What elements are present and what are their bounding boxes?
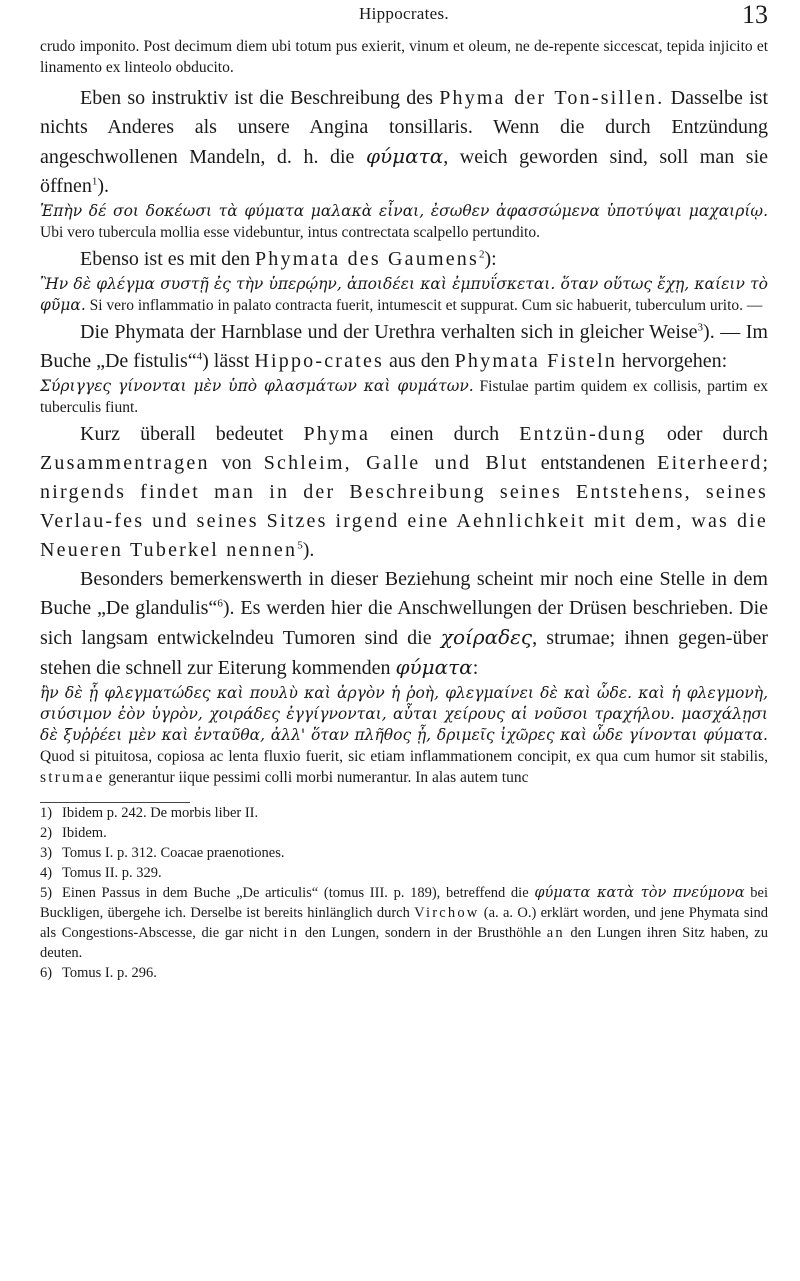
paragraph-gaumen: Ebenso ist es mit den Phymata des Gaumens$^2$): <box>80 248 497 270</box>
footnote-ref: 2 <box>478 248 485 261</box>
emphasis-term: Phymata des Gaumens <box>254 248 479 270</box>
emphasis-term: strumae <box>40 769 105 786</box>
greek-word: φύματα <box>365 144 444 168</box>
paragraph-kurz: Kurz überall bedeutet Phyma einen durch Entzün-dung oder durch Zusammentragen von Schleim, Galle und Blut entstandenen Eiterheerd; nirgends findet man in der Beschreibung seines Entstehens, seines Verlau-fes und seines Sitzes irgend eine Aehnlichkeit mit dem, was die Neueren Tuberkel nennen$^5$). <box>40 423 769 561</box>
quote-block <box>40 376 768 418</box>
emphasis-term: Phyma <box>303 423 371 445</box>
footnote-ref: 1 <box>91 175 98 188</box>
footnote: 1) Ibidem p. 242. De morbis liber II. <box>40 805 259 821</box>
footnote: 2) Ibidem. <box>40 825 107 841</box>
latin-translation: Ubi vero tubercula mollia esse videbuntur, intus contrectata scalpello pertundito. <box>40 224 540 241</box>
greek-word: φύματα <box>395 655 473 679</box>
emphasis-term: Zusammentragen <box>40 452 210 474</box>
emphasis-term: Phyma der Ton-sillen. <box>439 87 665 109</box>
greek-word: φύματα κατὰ τὸν πνεύμονα <box>534 885 745 901</box>
footnote-ref: 4 <box>196 350 203 363</box>
latin-translation: Si vero inflammatio in palato contracta fuerit, intumescit et suppurat. Cum sic habuerit, tuberculum urito. — <box>89 297 763 314</box>
footnotes <box>40 803 768 983</box>
emphasis-term: Eiterheerd <box>657 452 763 474</box>
footnote-ref: 3 <box>697 321 704 334</box>
greek-quote: Ἢν δὲ φλέγμα συστῇ ἐς τὴν ὑπερῴην, ἀποιδέει καὶ ἐμπυΐσκεται. ὅταν οὕτως ἔχῃ, καίειν τὸ φῦμα. <box>40 275 768 314</box>
emphasis-term: Entzün-dung <box>519 423 647 445</box>
author-name: Virchow <box>414 905 480 921</box>
greek-quote: Ἐπὴν δέ σοι δοκέωσι τὰ φύματα μαλακὰ εἶναι, ἐσωθεν ἀφασσώμενα ὑποτύψαι μαχαιρίῳ. <box>40 202 768 220</box>
emphasis-term: Hippo-crates <box>254 350 385 372</box>
paragraph-glandulis: Besonders bemerkenswerth in dieser Beziehung scheint mir noch eine Stelle in dem Buche „De glandulis“$^6$). Es werden hier die Anschwellungen der Drüsen beschrieben. Die sich langsam entwickelndeu Tumoren sind die χοίραδες, strumae; ihnen gegen-über stehen die schnell zur Eiterung kommenden φύματα: <box>40 568 768 679</box>
footnote-ref: 6 <box>217 597 223 610</box>
footnote: 3) Tomus I. p. 312. Coacae praenotiones. <box>40 845 285 861</box>
paragraph-tonsillen: Eben so instruktiv ist die Beschreibung des Phyma der Ton-sillen. Dasselbe ist nichts Anderes als unsere Angina tonsillaris. Wenn die durch Entzündung angeschwollenen Mandeln, d. h. die φύματα, weich geworden sind, soll man sie öffnen$^1$). <box>40 87 769 197</box>
quote-block: ἢν δὲ ᾖ φλεγματώδες καὶ πουλὺ καὶ ἀργὸν ἡ ῥοὴ, φλεγμαίνει δὲ καὶ ὧδε. καὶ ἡ φλεγμονὴ, σιύσιμον ἐὸν ὑγρὸν, χοιράδες ἐγγίγνονται, αὗται χείρους αἱ νοῦσοι τραχήλου. μασχάλῃσι δὲ ξυῤῥέει μὲν καὶ ἐνταῦθα, ἀλλ' ὅταν πλῆθος ᾖ, δριμεῖς ἰχῶρες καὶ ὧδε γίνονται φύματα. Quod si pituitosa, copiosa ac lenta fluxio fuerit, sic etiam inflammationem concipit, ex qua cum humor sit stabilis, strumae generantur iique pessimi colli morbi numerantur. In alas autem tunc <box>40 684 768 786</box>
quote-block <box>40 274 768 316</box>
emphasis-term: nirgends findet man in der Beschreibung seines Entstehens, seines Verlau-fes und seines Sitzes irgend eine Aehnlichkeit mit dem, was die Neueren Tuberkel nennen <box>40 481 768 561</box>
emphasis-term: Phymata Fisteln <box>454 350 618 372</box>
footnote-ref: 5 <box>297 539 303 552</box>
footnote: 6) Tomus I. p. 296. <box>40 965 157 981</box>
greek-word: χοίραδες <box>440 625 533 649</box>
running-title: Hippocrates. <box>359 4 449 23</box>
paragraph-harnblase: Die Phymata der Harnblase und der Urethra verhalten sich in gleicher Weise$^3$). — Im Buche „De fistulis“$^4$) lässt Hippo-crates aus den Phymata Fisteln hervorgehen: <box>40 321 768 372</box>
greek-quote: Σύριγγες γίνονται μὲν ὑπὸ φλασμάτων καὶ φυμάτων. <box>40 377 474 395</box>
latin-translation: Fistulae partim quidem ex collisis, partim ex tuberculis fiunt. <box>40 378 768 416</box>
greek-quote: ἢν δὲ ᾖ φλεγματώδες καὶ πουλὺ καὶ ἀργὸν ἡ ῥοὴ, φλεγμαίνει δὲ καὶ ὧδε. καὶ ἡ φλεγμονὴ, σιύσιμον ἐὸν ὑγρὸν, χοιράδες ἐγγίγνονται, αὗται χείρους αἱ νοῦσοι τραχήλου. μασχάλῃσι δὲ ξυῤῥέει μὲν καὶ ἐνταῦθα, ἀλλ' ὅταν πλῆθος ᾖ, δριμεῖς ἰχῶρες καὶ ὧδε γίνονται φύματα. <box>40 684 768 744</box>
footnote: 4) Tomus II. p. 329. <box>40 865 162 881</box>
page-body <box>40 36 768 983</box>
quote-block <box>40 201 768 243</box>
page-number: 13 <box>742 0 768 29</box>
latin-paragraph-continuation: crudo imponito. Post decimum diem ubi totum pus exierit, vinum et oleum, ne de-repente siccescat, tepida injicito et linamento ex linteolo obducito. <box>40 38 768 76</box>
page-header <box>40 0 768 30</box>
emphasis-term: Schleim, Galle und Blut <box>263 452 529 474</box>
footnote: 5) Einen Passus in dem Buche „De articulis“ (tomus III. p. 189), betreffend die φύματα κατὰ τὸν πνεύμονα bei Buckligen, übergehe ich. Derselbe ist bereits hinlänglich durch Virchow (a. a. O.) erklärt worden, und jene Phymata sind als Congestions-Abscesse, die gar nicht in den Lungen, sondern in der Brusthöhle an den Lungen ihren Sitz haben, zu deuten. <box>40 885 768 961</box>
